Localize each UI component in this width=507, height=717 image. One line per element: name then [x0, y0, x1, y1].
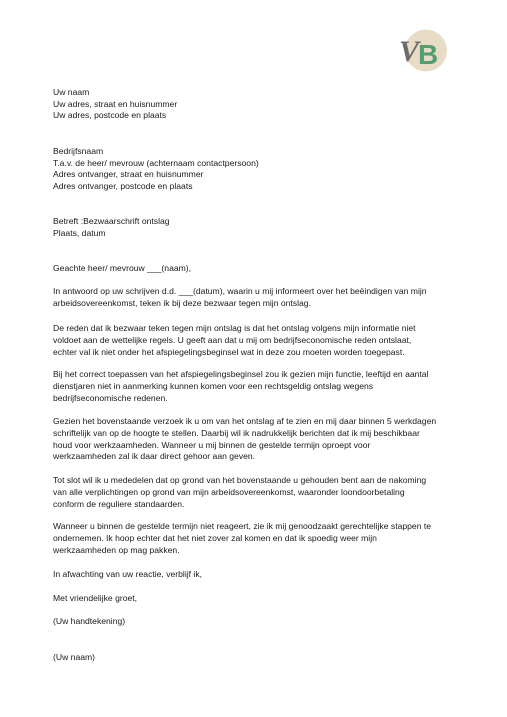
signature-placeholder: (Uw handtekening) — [53, 616, 126, 626]
recipient-address — [53, 146, 473, 192]
logo-letter-b: B — [418, 39, 439, 70]
sender-line: Uw adres, postcode en plaats — [53, 110, 167, 121]
place-date-line: Plaats, datum — [53, 227, 106, 238]
logo — [397, 27, 449, 74]
recipient-line: Adres ontvanger, postcode en plaats — [53, 180, 193, 191]
logo-letter-v: V — [399, 35, 420, 68]
paragraph-6: Wanneer u binnen de gestelde termijn niet reageert, zie ik mij genoodzaakt gerechtelijke stappen te ondernemen. Ik hoop echter dat het niet zover zal komen en dat ik spoedig weer mijn werkzaamheden op mag pakken. — [53, 521, 432, 555]
salutation: Geachte heer/ mevrouw ___(naam), — [53, 263, 192, 273]
subject-block — [53, 216, 473, 239]
recipient-line: Bedrijfsnaam — [53, 146, 104, 156]
paragraph-4: Gezien het bovenstaande verzoek ik u om van het ontslag af te zien en mij daar binnen 5 werkdagen schriftelijk van op de hoogte te stellen. Daarbij wil ik nadrukkelijk berichten dat ik mij beschikbaar houd voor werkzaamheden. Wanneer u mij binnen de gestelde termijn oproept voor werkzaamheden zal ik daar direct gehoor aan geven. — [53, 416, 437, 462]
sender-line: Uw naam — [53, 87, 90, 97]
recipient-line: Adres ontvanger, straat en huisnummer — [53, 169, 204, 180]
sender-line: Uw adres, straat en huisnummer — [53, 98, 178, 109]
paragraph-1: In antwoord op uw schrijven d.d. ___(datum), waarin u mij informeert over het beëindigen van mijn arbeidsovereenkomst, teken ik bij deze bezwaar tegen mijn ontslag. — [53, 286, 427, 308]
sender-address — [53, 87, 473, 122]
greeting: Met vriendelijke groet, — [53, 593, 138, 603]
closing-line: In afwachting van uw reactie, verblijf ik, — [53, 569, 203, 579]
paragraph-3: Bij het correct toepassen van het afspiegelingsbeginsel zou ik gezien mijn functie, leeftijd en aantal dienstjaren niet in aanmerking kunnen komen voor een rechtsgeldig ontslag wegens bedrijfseconomische redenen. — [53, 369, 429, 403]
recipient-line: T.a.v. de heer/ mevrouw (achternaam contactpersoon) — [53, 157, 259, 168]
paragraph-2: De reden dat ik bezwaar teken tegen mijn ontslag is dat het ontslag volgens mijn informatie niet voldoet aan de wettelijke regels. U geeft aan dat u mij om bedrijfseconomische reden ontslaat, echter val ik niet onder het afspiegelingsbeginsel wat in deze zou moeten worden toegepast. — [53, 323, 416, 357]
paragraph-5: Tot slot wil ik u mededelen dat op grond van het bovenstaande u gehouden bent aan de nakoming van alle verplichtingen op grond van mijn arbeidsovereenkomst, waaronder loondoorbetaling conform de reguliere standaarden. — [53, 475, 427, 509]
name-placeholder: (Uw naam) — [53, 652, 96, 662]
subject-line: Betreft :Bezwaarschrift ontslag — [53, 216, 170, 226]
